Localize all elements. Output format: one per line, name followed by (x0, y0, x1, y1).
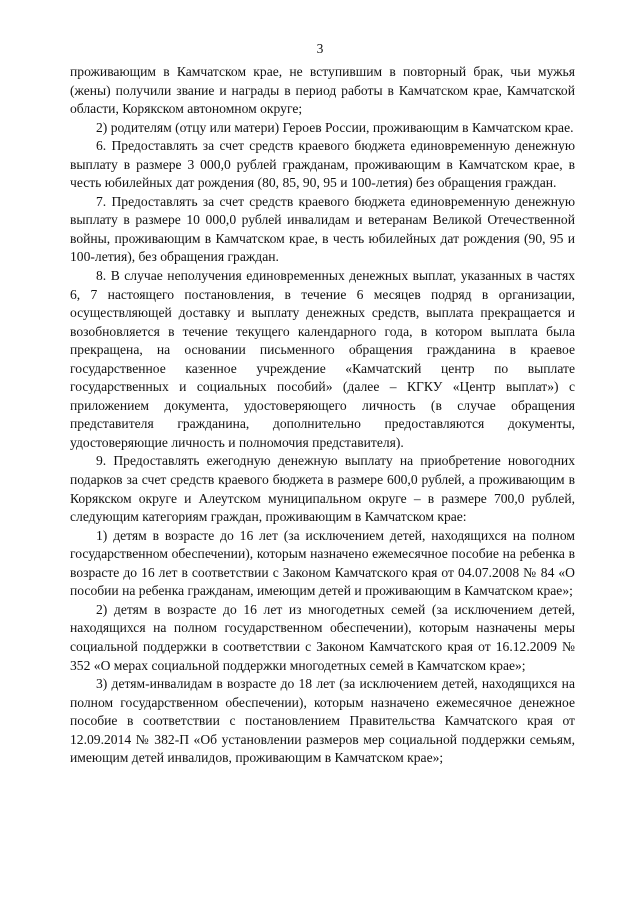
paragraph-9-new-year-gifts: 9. Предоставлять ежегодную денежную выплату на приобретение новогодних подарков за счет средств краевого бюджета в размере 600,0 рублей, а проживающим в Корякском округе и Алеутском муниципальном округе – в размере 700,0 рублей, следующим категориям граждан, проживающим в Камчатском крае: (70, 453, 575, 525)
paragraph-item-2-heroes-parents: 2) родителям (отцу или матери) Героев России, проживающим в Камчатском крае. (96, 119, 574, 135)
paragraph-9-item-3: 3) детям-инвалидам в возрасте до 18 лет (за исключением детей, находящихся на полном государственном обеспечении), которым назначено ежемесячное денежное пособие в соответствии с постановлением Правительства Камчатского края от 12.09.2014 № 382-П «Об установлении размеров мер социальной поддержки семьям, имеющим детей инвалидов, проживающим в Камчатском крае»; (70, 676, 575, 766)
paragraph-continuation: проживающим в Камчатском крае, не вступившим в повторный брак, чьи мужья (жены) получили звание и награды в период работы в Камчатском крае, Камчатской области, Корякском автономном округе; (70, 64, 575, 117)
paragraph-9-item-1: 1) детям в возрасте до 16 лет (за исключением детей, находящихся на полном государственном обеспечении), которым назначено ежемесячное пособие на ребенка в возрасте до 16 лет в соответствии с Законом Камчатского края от 04.07.2008 № 84 «О пособии на ребенка гражданам, имеющим детей и проживающим в Камчатском крае»; (70, 527, 575, 599)
paragraph-7-veterans-payment: 7. Предоставлять за счет средств краевого бюджета единовременную денежную выплату в размере 10 000,0 рублей инвалидам и ветеранам Великой Отечественной войны, проживающим в Камчатском крае, в честь юбилейных дат рождения (90, 95 и 100-летия), без обращения граждан. (70, 193, 575, 265)
paragraph-6-jubilee-payment: 6. Предоставлять за счет средств краевого бюджета единовременную денежную выплату в размере 3 000,0 рублей гражданам, проживающим в Камчатском крае, в честь юбилейных дат рождения (80, 85, 90, 95 и 100-летия) без обращения граждан. (70, 138, 575, 191)
page-number: 3 (316, 41, 324, 56)
paragraph-8-non-receipt: 8. В случае неполучения единовременных денежных выплат, указанных в частях 6, 7 настоящего постановления, в течение 6 месяцев подряд в организации, осуществляющей доставку и выплату денежных средств, выплата прекращается и возобновляется в течение текущего календарного года, в котором выплата была прекращена, на основании письменного обращения гражданина в краевое государственное казенное учреждение «Камчатский центр по выплате государственных и социальных пособий» (далее – КГКУ «Центр выплат») с приложением документа, удостоверяющего личность (в случае обращения представителя гражданина, дополнительно предоставляются документы, удостоверяющие личность и полномочия представителя). (70, 268, 575, 450)
document-body (70, 63, 575, 768)
paragraph-9-item-2: 2) детям в возрасте до 16 лет из многодетных семей (за исключением детей, находящихся на полном государственном обеспечении), которым назначены меры социальной поддержки в соответствии с Законом Камчатского края от 16.12.2009 № 352 «О мерах социальной поддержки многодетных семей в Камчатском крае»; (70, 601, 575, 673)
